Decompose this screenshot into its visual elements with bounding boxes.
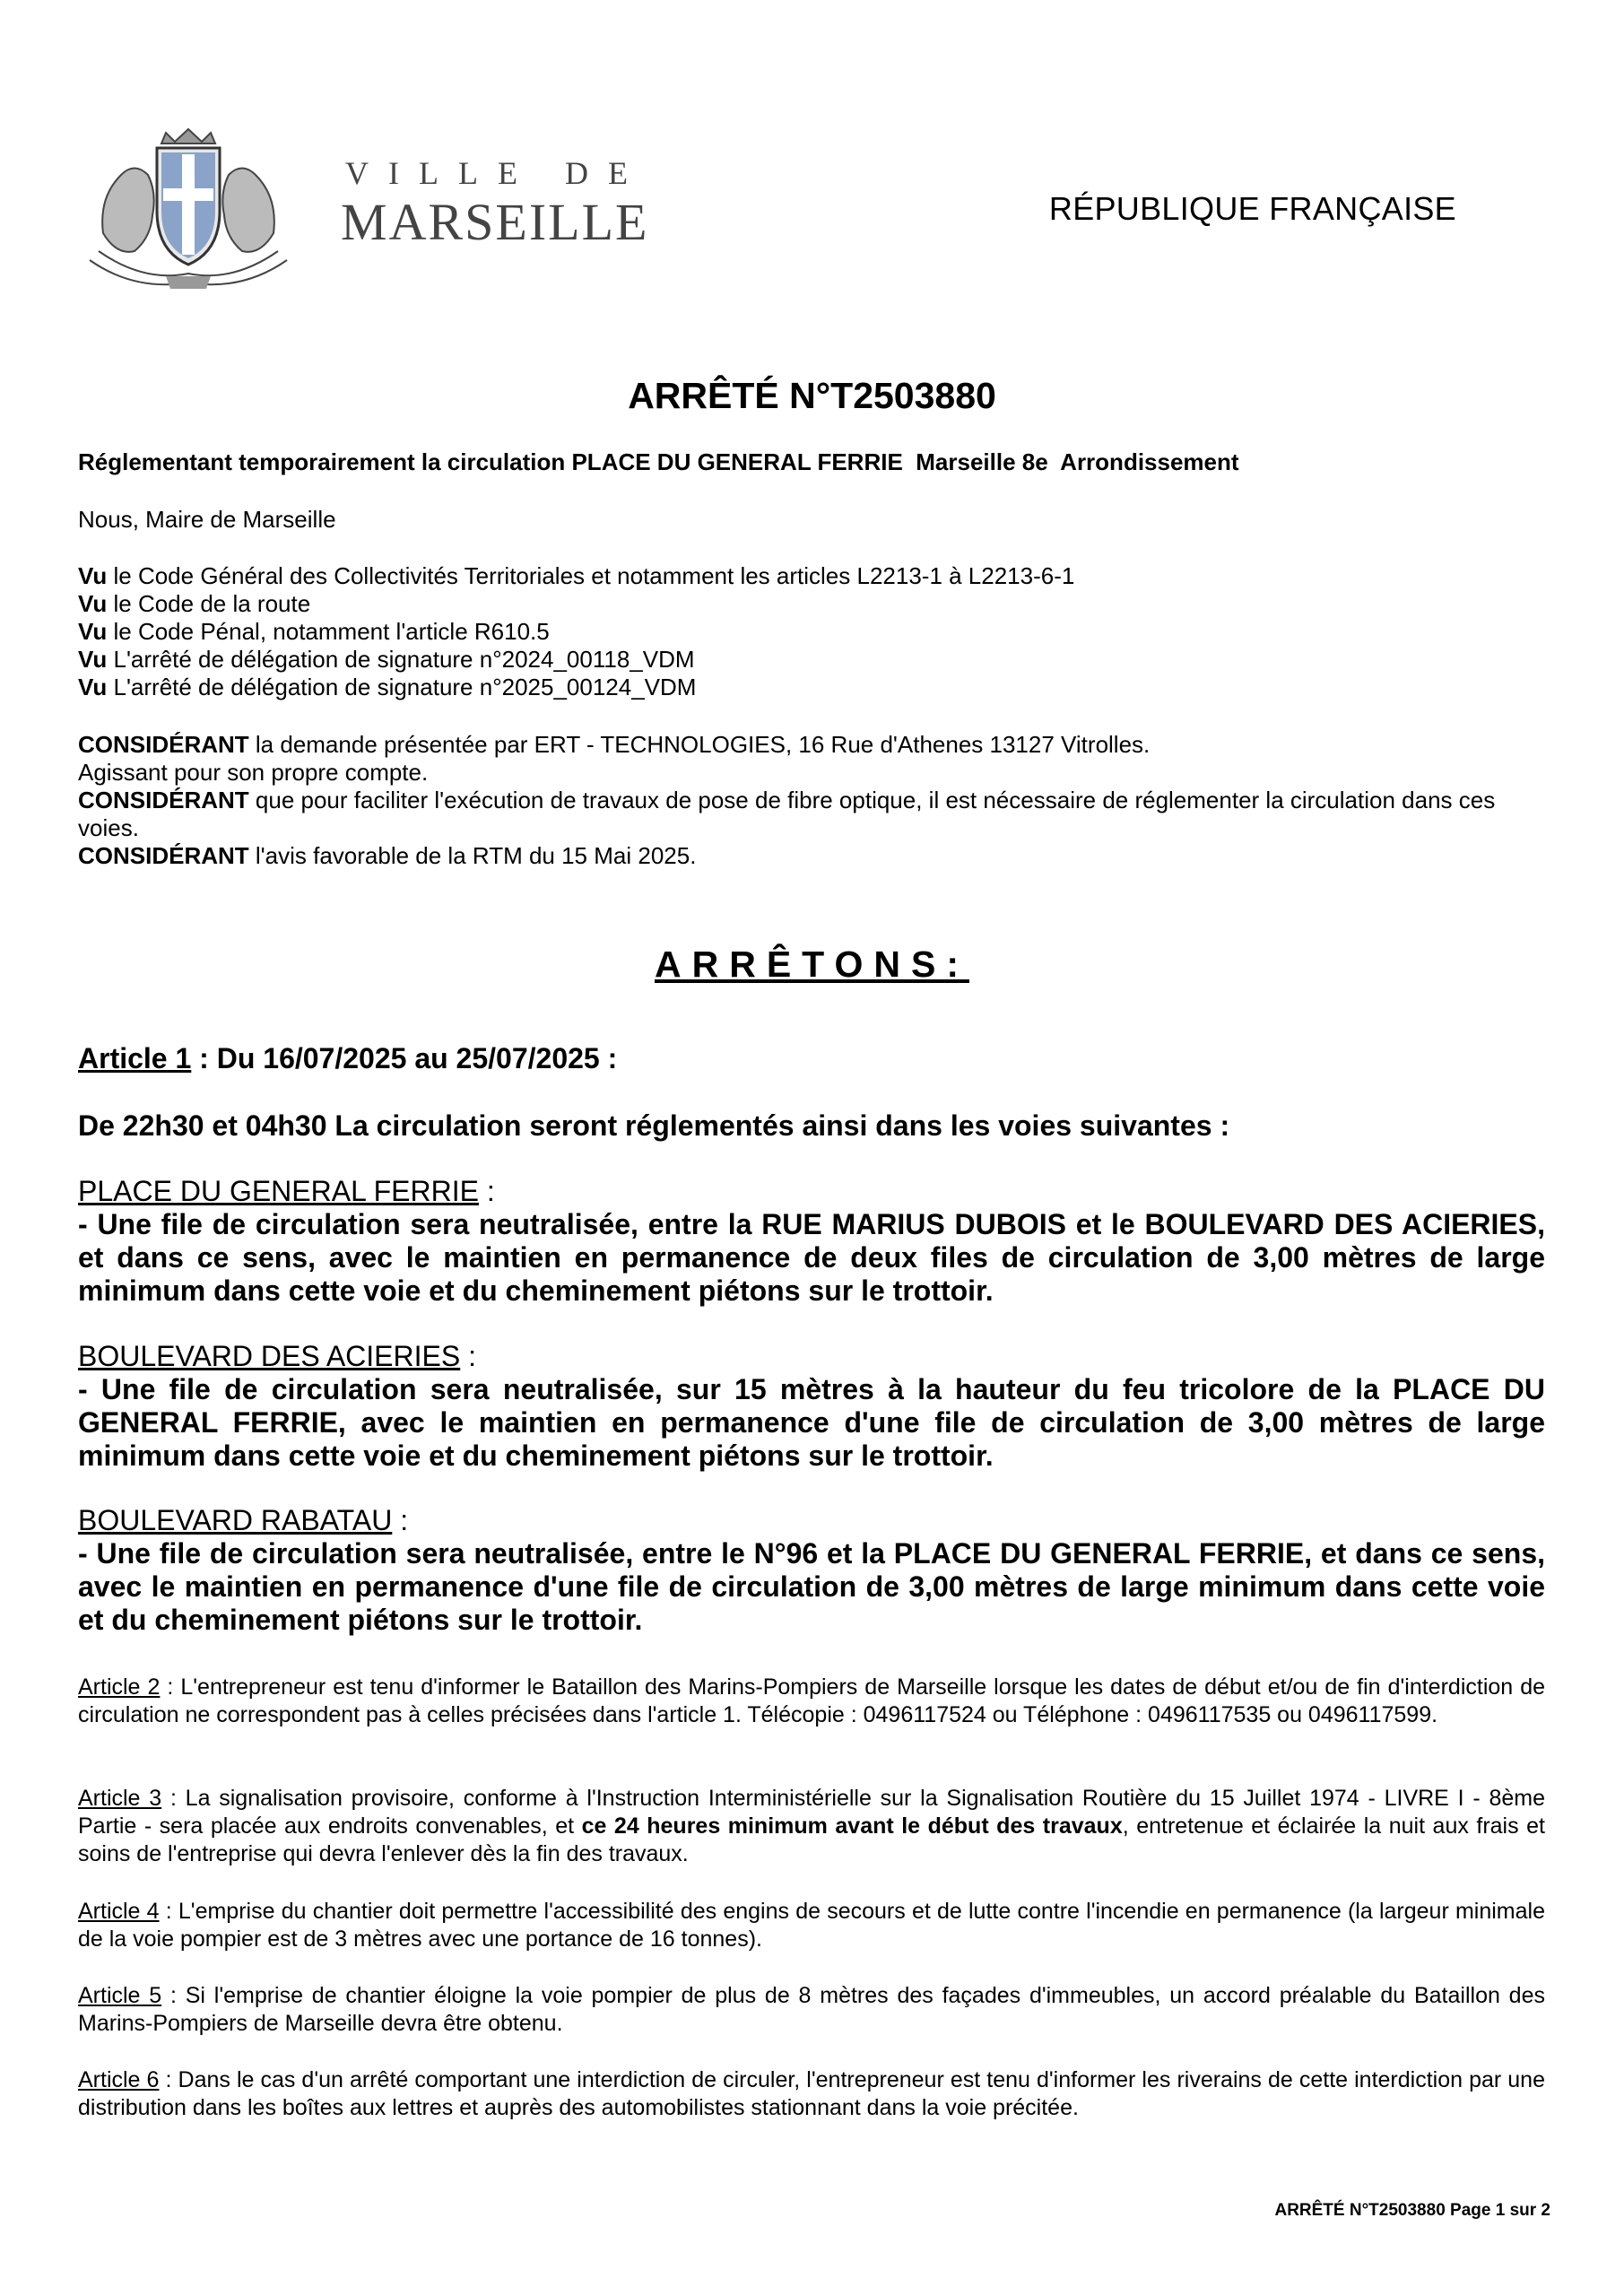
vu-item — [78, 674, 1545, 701]
article-1-label: Article 1 — [78, 1042, 192, 1074]
article-label: Article 2 — [78, 1674, 161, 1700]
vu-item — [78, 646, 1545, 674]
article-1-heading — [78, 1042, 617, 1075]
article-2 — [78, 1674, 1545, 1729]
considerant-label: CONSIDÉRANT — [78, 731, 249, 758]
road-heading — [78, 1340, 1545, 1373]
vu-text: L'arrêté de délégation de signature n°2024_00118_VDM — [107, 646, 695, 673]
logo-text-line1: VILLE DE — [345, 155, 647, 191]
vu-label: Vu — [78, 562, 108, 589]
road-section — [78, 1504, 1545, 1637]
vu-label: Vu — [78, 618, 108, 645]
considerant-text: la demande présentée par ERT - TECHNOLOGIES, 16 Rue d'Athenes 13127 Vitrolles. — [248, 731, 1151, 758]
intro-text: Nous, Maire de Marseille — [78, 506, 336, 533]
article-3 — [78, 1785, 1545, 1868]
road-colon: : — [392, 1504, 409, 1536]
article-text: : Dans le cas d'un arrêté comportant une interdiction de circuler, l'entrepreneur est tenu d'informer les riverains de cette interdiction par une distribution dans les boîtes aux lettres et auprès des automobilistes stationnant dans la voie précitée. — [78, 2067, 1545, 2120]
road-text: - Une file de circulation sera neutralisée, sur 15 mètres à la hauteur du feu tricolore de la PLACE DU GENERAL FERRIE, avec le maintien en permanence d'une file de circulation de 3,00 mètres de large minimum dans cette voie et du cheminement piétons sur le trottoir. — [78, 1373, 1545, 1472]
vu-label: Vu — [78, 674, 108, 700]
considerant-label: CONSIDÉRANT — [78, 787, 249, 813]
road-text: - Une file de circulation sera neutralisée, entre la RUE MARIUS DUBOIS et le BOULEVARD DES ACIERIES, et dans ce sens, avec le maintien en permanence de deux files de circulation de 3,00 mètres de large minimum dans cette voie et du cheminement piétons sur le trottoir. — [78, 1208, 1545, 1307]
considerant-3 — [78, 842, 1545, 870]
road-section — [78, 1340, 1545, 1473]
considerant-text: que pour faciliter l'exécution de travaux de pose de fibre optique, il est nécessaire de réglementer la circulation dans ces voies. — [78, 787, 1496, 841]
arretons-heading — [0, 944, 1624, 986]
republique-francaise: RÉPUBLIQUE FRANÇAISE — [1048, 190, 1456, 227]
road-colon: : — [478, 1175, 495, 1207]
road-heading — [78, 1504, 1545, 1537]
vu-label: Vu — [78, 646, 108, 673]
considerants — [78, 731, 1545, 870]
article-4 — [78, 1898, 1545, 1953]
article-6 — [78, 2066, 1545, 2122]
arretons-text: ARRÊTONS: — [655, 944, 969, 985]
vu-label: Vu — [78, 590, 108, 617]
considerant-label: CONSIDÉRANT — [78, 842, 249, 869]
vu-text: le Code Pénal, notamment l'article R610.5 — [107, 618, 550, 645]
article-text-bold: ce 24 heures minimum avant le début des travaux — [581, 1813, 1123, 1839]
road-colon: : — [460, 1340, 476, 1372]
vu-text: L'arrêté de délégation de signature n°2025_00124_VDM — [107, 674, 697, 700]
vu-item — [78, 562, 1545, 590]
road-heading — [78, 1175, 1545, 1208]
vu-text: le Code de la route — [107, 590, 311, 617]
vu-item — [78, 618, 1545, 646]
road-text: - Une file de circulation sera neutralisée, entre le N°96 et la PLACE DU GENERAL FERRIE, et dans ce sens, avec le maintien en permanence d'une file de circulation de 3,00 mètres de large minimum dans cette voie et du cheminement piétons sur le trottoir. — [78, 1537, 1545, 1636]
vu-item — [78, 590, 1545, 618]
article-5 — [78, 1982, 1545, 2038]
considerant-text: l'avis favorable de la RTM du 15 Mai 2025. — [248, 842, 697, 869]
article-label: Article 6 — [78, 2067, 160, 2092]
considerant-2 — [78, 787, 1545, 842]
considerant-1 — [78, 731, 1545, 759]
article-label: Article 4 — [78, 1899, 160, 1924]
vu-text: le Code Général des Collectivités Territoriales et notamment les articles L2213-1 à L2213-6-1 — [107, 562, 1075, 589]
article-1-hours: De 22h30 et 04h30 La circulation seront réglementés ainsi dans les voies suivantes : — [78, 1109, 1230, 1142]
article-text: : L'emprise du chantier doit permettre l'accessibilité des engins de secours et de lutte contre l'incendie en permanence (la largeur minimale de la voie pompier est de 3 mètres avec une portance de 16 tonnes). — [78, 1899, 1545, 1952]
article-text: : Si l'emprise de chantier éloigne la voie pompier de plus de 8 mètres des façades d'immeubles, un accord préalable du Bataillon des Marins-Pompiers de Marseille devra être obtenu. — [78, 1983, 1545, 2036]
article-1-dates: : Du 16/07/2025 au 25/07/2025 : — [191, 1042, 618, 1074]
considerant-1-line2: Agissant pour son propre compte. — [78, 759, 429, 786]
logo-text-line2: MARSEILLE — [341, 193, 649, 251]
road-name: BOULEVARD RABATAU — [78, 1504, 393, 1536]
road-name: BOULEVARD DES ACIERIES — [78, 1340, 461, 1372]
page-footer: ARRÊTÉ N°T2503880 Page 1 sur 2 — [1274, 2201, 1550, 2220]
article-text: : L'entrepreneur est tenu d'informer le Bataillon des Marins-Pompiers de Marseille lorsque les dates de début et/ou de fin d'interdiction de circulation ne correspondent pas à celles précisées dans l'article 1. Télécopie : 0496117524 ou Téléphone : 0496117535 ou 0496117599. — [78, 1674, 1546, 1727]
road-section — [78, 1175, 1545, 1308]
article-text: : La signalisation provisoire, conforme à l'Instruction Interministérielle sur la Signalisation Routière du 15 Juillet 1974 - LIVRE I - 8ème Partie - sera placée aux endroits convenables, et — [78, 1786, 1546, 1839]
article-text: , entretenue et éclairée la nuit aux frais et soins de l'entreprise qui devra l'enlever dès la fin des travaux. — [78, 1813, 1545, 1866]
vu-list — [78, 562, 1545, 701]
article-label: Article 3 — [78, 1786, 162, 1811]
road-name: PLACE DU GENERAL FERRIE — [78, 1175, 479, 1207]
article-label: Article 5 — [78, 1983, 162, 2008]
subtitle: Réglementant temporairement la circulation PLACE DU GENERAL FERRIE Marseille 8e Arrondissement — [78, 448, 1239, 475]
page-title: ARRÊTÉ N°T2503880 — [628, 375, 996, 416]
